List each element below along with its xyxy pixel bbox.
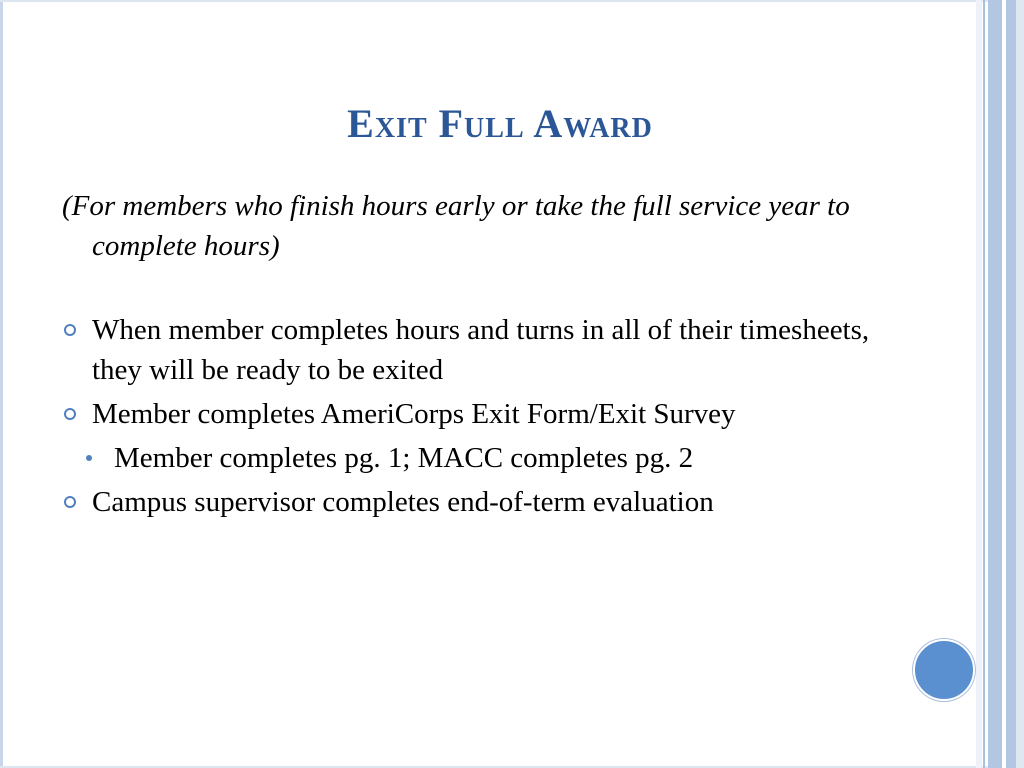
decor-bar-wide — [988, 0, 1002, 768]
bullet-ring-icon — [64, 496, 76, 508]
bullet-dot-icon — [86, 455, 92, 461]
bullet-ring-icon — [64, 324, 76, 336]
decor-bar-edge — [1016, 0, 1024, 768]
bullet-item — [62, 482, 892, 522]
bullet-text: Campus supervisor completes end-of-term evaluation — [92, 486, 714, 518]
decor-circle — [913, 639, 975, 701]
decor-bar-pale — [976, 0, 982, 768]
bullet-text: Member completes AmeriCorps Exit Form/Exit Survey — [92, 398, 736, 430]
bullet-item — [62, 394, 892, 434]
slide-title: Exit Full Award — [347, 101, 653, 146]
decor-bar-thin — [983, 0, 985, 768]
sub-bullet-item — [62, 438, 892, 478]
frame-top-line — [0, 0, 1024, 2]
frame-left-line — [0, 0, 3, 768]
slide-body — [62, 186, 892, 526]
bullet-text: When member completes hours and turns in all of their timesheets, they will be ready to be exited — [92, 314, 870, 386]
intro-text: (For members who finish hours early or take the full service year to complete hours) — [62, 190, 850, 262]
bullet-item — [62, 310, 892, 390]
decor-bar-right — [1006, 0, 1016, 768]
sub-bullet-text: Member completes pg. 1; MACC completes pg. 2 — [114, 442, 694, 474]
bullet-ring-icon — [64, 408, 76, 420]
